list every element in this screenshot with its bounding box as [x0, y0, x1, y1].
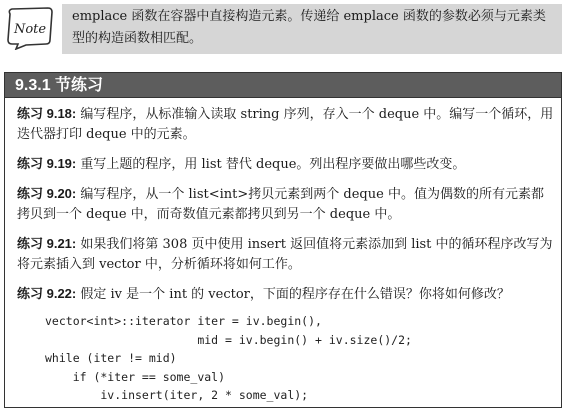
exercise-text: 编写程序，从标准输入读取 string 序列，存入一个 deque 中。编写一个循环，用迭代器打印 deque 中的元素。	[17, 107, 554, 142]
section-title: 9.3.1 节练习	[15, 77, 104, 94]
exercise-9-21	[17, 234, 555, 275]
exercise-9-20	[17, 184, 555, 225]
exercise-text: 重写上题的程序，用 list 替代 deque。列出程序要做出哪些改变。	[80, 157, 466, 172]
note-box	[62, 4, 562, 54]
exercise-text: 假定 iv 是一个 int 的 vector，下面的程序存在什么错误？你将如何修改？	[80, 287, 510, 302]
code-line: if (*iter == some_val)	[45, 369, 226, 384]
note-text: emplace 函数在容器中直接构造元素。传递给 emplace 函数的参数必须与元素类型的构造函数相匹配。	[72, 9, 546, 46]
section-title-bar	[4, 72, 562, 98]
note-icon	[4, 6, 56, 50]
code-line: while (iter != mid)	[45, 351, 177, 365]
exercise-label: 练习 9.18:	[17, 106, 77, 121]
exercise-9-18	[17, 104, 555, 145]
note-row	[0, 0, 567, 68]
code-line: mid = iv.begin() + iv.size()/2;	[45, 332, 412, 347]
exercise-label: 练习 9.20:	[17, 186, 77, 201]
exercise-9-19	[17, 154, 555, 175]
exercise-label: 练习 9.22:	[17, 286, 77, 301]
code-line: iv.insert(iter, 2 * some_val);	[45, 388, 309, 402]
exercise-label: 练习 9.21:	[17, 236, 77, 251]
code-line: vector<int>::iterator iter = iv.begin(),	[45, 314, 322, 328]
exercise-label: 练习 9.19:	[17, 156, 77, 171]
exercise-text: 如果我们将第 308 页中使用 insert 返回值将元素添加到 list 中的循环程序改写为将元素插入到 vector 中，分析循环将如何工作。	[17, 237, 553, 272]
code-block	[45, 312, 412, 405]
exercise-9-22	[17, 284, 555, 305]
svg-text:Note: Note	[13, 22, 47, 37]
exercise-text: 编写程序，从一个 list<int>拷贝元素到两个 deque 中。值为偶数的所有元素都拷贝到一个 deque 中，而奇数值元素都拷贝到另一个 deque 中。	[17, 187, 544, 222]
exercise-box	[4, 98, 562, 408]
